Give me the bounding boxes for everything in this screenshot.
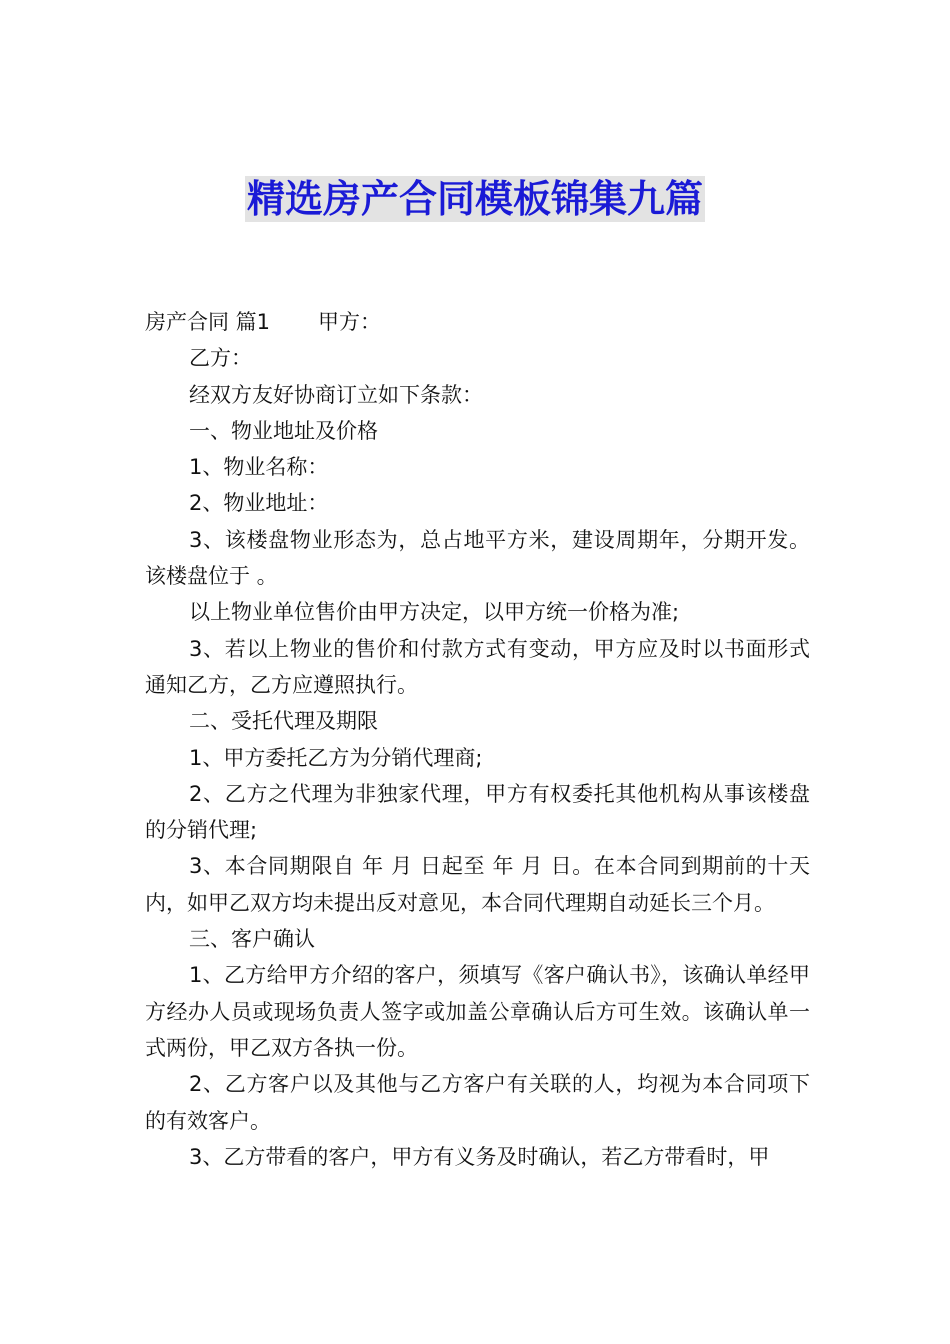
paragraph: 2、乙方客户以及其他与乙方客户有关联的人，均视为本合同项下的有效客户。 [145,1072,810,1133]
paragraph: 3、若以上物业的售价和付款方式有变动，甲方应及时以书面形式通知乙方，乙方应遵照执行。 [145,636,810,697]
paragraph: 3、本合同期限自 年 月 日起至 年 月 日。在本合同到期前的十天内，如甲乙双方均未提出反对意见，本合同代理期自动延长三个月。 [145,854,810,915]
paragraph: 1、物业名称： [189,455,329,480]
section-heading-line [145,304,810,340]
paragraph: 3、该楼盘物业形态为，总占地平方米，建设周期年，分期开发。该楼盘位于 。 [145,527,810,589]
paragraph: 三、客户确认 [189,927,315,952]
paragraph: 乙方： [189,346,252,371]
paragraph: 3、乙方带看的客户，甲方有义务及时确认，若乙方带看时，甲 [189,1144,770,1169]
paragraph: 以上物业单位售价由甲方决定，以甲方统一价格为准; [189,600,680,625]
document-title: 精选房产合同模板锦集九篇 [246,177,703,221]
paragraph: 1、甲方委托乙方为分销代理商; [189,745,483,770]
document-body [145,304,810,1175]
party-a-label: 甲方： [318,310,382,334]
paragraph: 2、物业地址： [189,491,329,516]
paragraph: 二、受托代理及期限 [189,709,378,734]
contract-heading: 房产合同 篇1 [145,310,271,334]
paragraph: 经双方友好协商订立如下条款： [189,382,483,407]
paragraph: 一、物业地址及价格 [189,418,378,443]
document-title-row [0,176,950,222]
paragraph: 2、乙方之代理为非独家代理，甲方有权委托其他机构从事该楼盘的分销代理; [145,781,810,843]
paragraph: 1、乙方给甲方介绍的客户，须填写《客户确认书》，该确认单经甲方经办人员或现场负责人签字或加盖公章确认后方可生效。该确认单一式两份，甲乙双方各执一份。 [145,963,810,1060]
